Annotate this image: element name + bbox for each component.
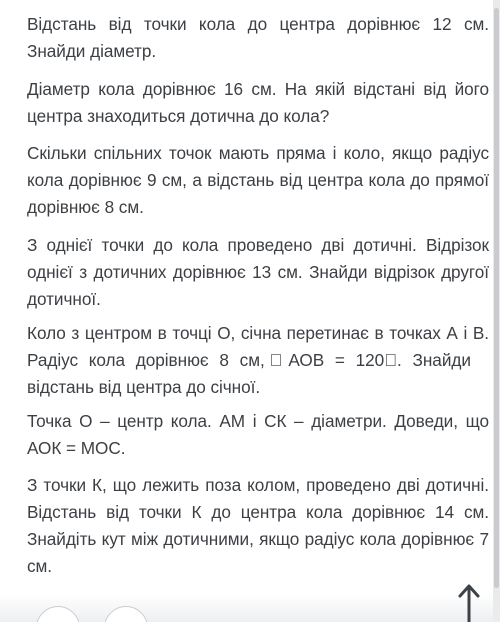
task-6: Точка О – центр кола. АМ і СК – діаметри. Доведи, що АОК = МОС. — [27, 411, 489, 458]
scrollbar-thumb[interactable] — [494, 8, 499, 588]
task-2: Діаметр кола дорівнює 16 см. На якій відстані від його центра знаходиться дотична до кола? — [27, 79, 489, 126]
vertical-scrollbar[interactable] — [493, 0, 500, 622]
scroll-up-button[interactable] — [457, 583, 481, 622]
task-1: Відстань від точки кола до центра дорівнює 12 см. Знайди діаметр. — [27, 14, 489, 61]
task-3: Скільки спільних точок мають пряма і коло, якщо радіус кола дорівнює 9 см, а відстань від центра кола до прямої дорівнює 8 см. — [27, 143, 489, 217]
task-5: Коло з центром в точці О, січна перетинає в точках А і В. Радіус кола дорівнює 8 см, ⃞АОВ = 120⃞. Знайди відстань від центра до січної. — [27, 323, 489, 397]
task-7: З точки К, що лежить поза колом, проведено дві дотичні. Відстань від точки К до центра кола дорівнює 14 см. Знайдіть кут між дотичними, якщо радіус кола дорівнює 7 см. — [27, 475, 489, 576]
arrow-up-icon — [457, 583, 481, 622]
task-4: З однієї точки до кола проведено дві дотичні. Відрізок однієї з дотичних дорівнює 13 см. Знайди відрізок другої дотичної. — [27, 235, 489, 309]
